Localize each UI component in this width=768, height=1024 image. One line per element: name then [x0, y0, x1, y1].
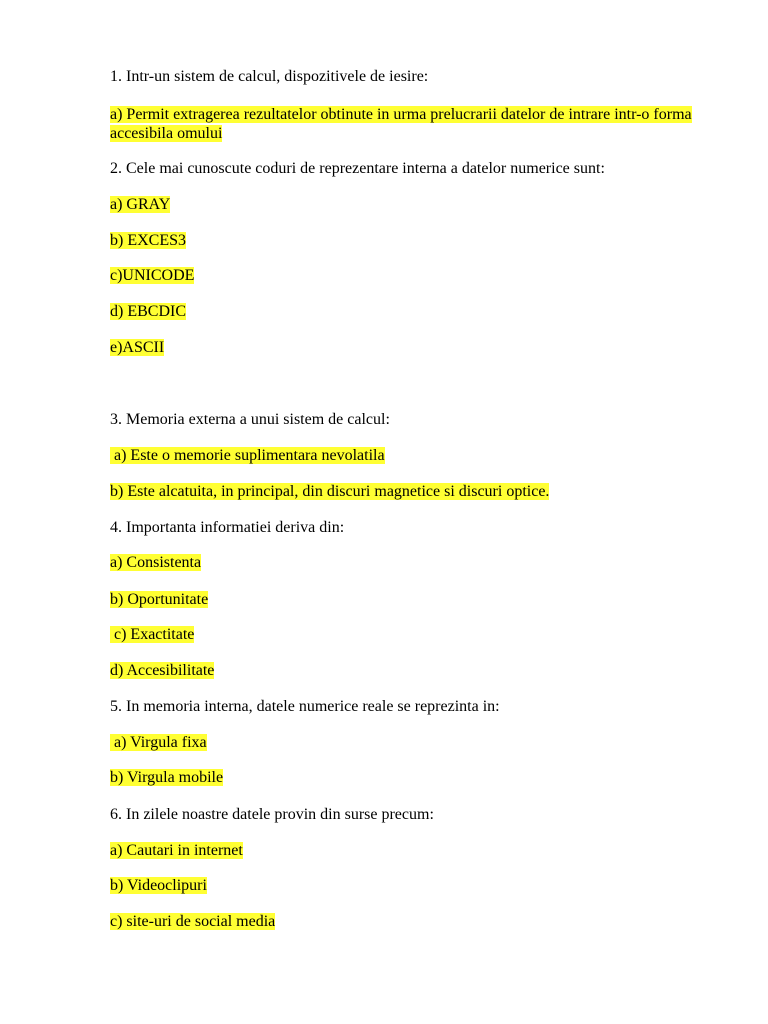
answer-4d [110, 662, 214, 680]
answer-3b-text: b) Este alcatuita, in principal, din discuri magnetice si discuri optice. [110, 483, 550, 500]
answer-2e-text: e)ASCII [110, 339, 165, 356]
answer-4c [110, 626, 194, 644]
question-4: 4. Importanta informatiei deriva din: [110, 519, 345, 536]
answer-6b-text: b) Videoclipuri [110, 877, 207, 894]
answer-2a [110, 196, 170, 214]
answer-2c-text: c)UNICODE [110, 267, 195, 284]
answer-2c [110, 267, 194, 285]
answer-5b [110, 769, 223, 787]
answer-5b-text: b) Virgula mobile [110, 769, 224, 786]
question-5: 5. In memoria interna, datele numerice reale se reprezinta in: [110, 698, 500, 715]
question-1: 1. Intr-un sistem de calcul, dispozitivele de iesire: [110, 68, 429, 85]
answer-5a-text: a) Virgula fixa [110, 734, 207, 751]
answer-4b [110, 591, 208, 609]
answer-1a [110, 105, 702, 143]
answer-2a-text: a) GRAY [110, 196, 171, 213]
answer-1a-text: a) Permit extragerea rezultatelor obtinute in urma prelucrarii datelor de intrare intr-o forma accesibila omului [110, 106, 692, 142]
answer-6b [110, 877, 207, 895]
answer-6c [110, 913, 275, 931]
answer-4b-text: b) Oportunitate [110, 591, 209, 608]
answer-6a-text: a) Cautari in internet [110, 842, 243, 859]
answer-4d-text: d) Accesibilitate [110, 662, 215, 679]
question-2: 2. Cele mai cunoscute coduri de reprezentare interna a datelor numerice sunt: [110, 160, 605, 177]
answer-3a [110, 447, 385, 465]
answer-3b [110, 483, 549, 501]
answer-4a [110, 554, 201, 572]
answer-5a [110, 734, 207, 752]
question-6: 6. In zilele noastre datele provin din surse precum: [110, 806, 434, 823]
answer-2b-text: b) EXCES3 [110, 232, 186, 249]
answer-4a-text: a) Consistenta [110, 554, 202, 571]
answer-6c-text: c) site-uri de social media [110, 913, 276, 930]
question-3: 3. Memoria externa a unui sistem de calcul: [110, 411, 390, 428]
answer-2d-text: d) EBCDIC [110, 303, 186, 320]
answer-6a [110, 842, 243, 860]
answer-3a-text: a) Este o memorie suplimentara nevolatila [110, 447, 385, 464]
answer-2d [110, 303, 186, 321]
answer-4c-text: c) Exactitate [110, 626, 195, 643]
answer-2b [110, 232, 186, 250]
answer-2e [110, 339, 164, 357]
